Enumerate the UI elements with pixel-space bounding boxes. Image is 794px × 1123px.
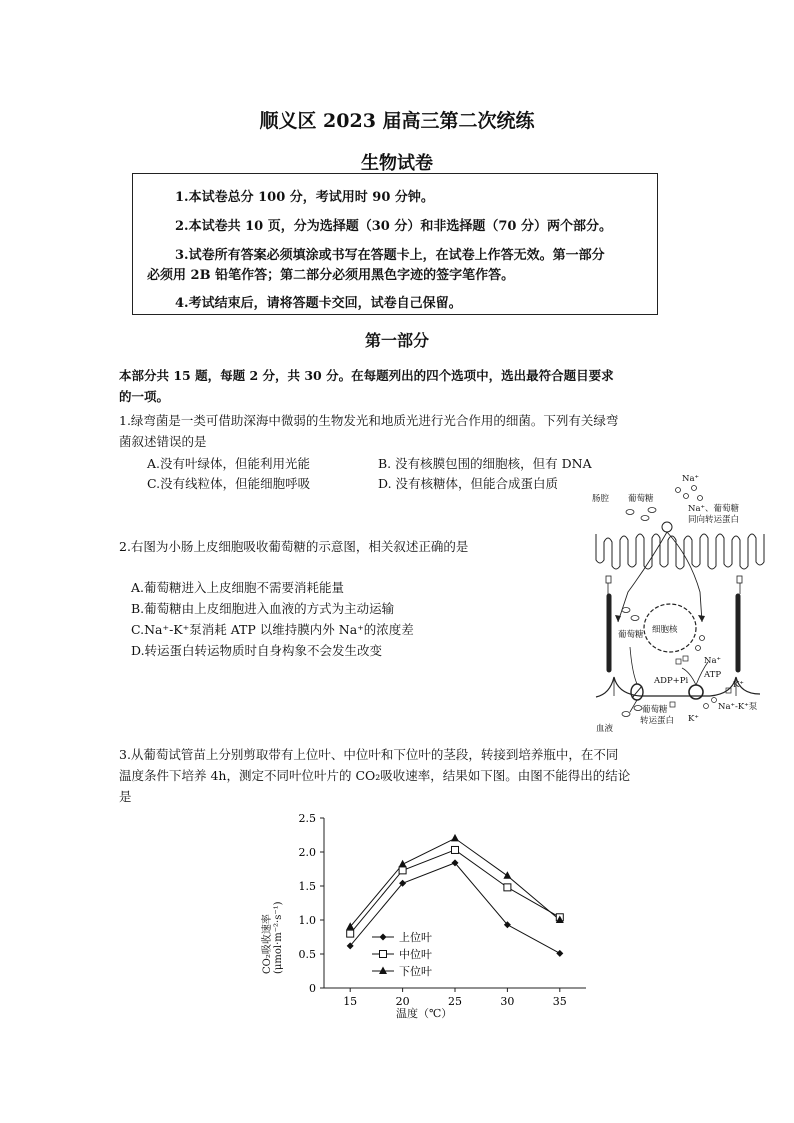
notice-item-3-line2: 必须用 2B 铅笔作答；第二部分必须用黑色字迹的签字笔作答。 [147,268,515,283]
notice-item-2: 2.本试卷共 10 页，分为选择题（30 分）和非选择题（70 分）两个部分。 [175,219,612,234]
q2-option-a: A.葡萄糖进入上皮细胞不需要消耗能量 [131,580,345,595]
q2-stem: 2.右图为小肠上皮细胞吸收葡萄糖的示意图，相关叙述正确的是 [119,539,469,554]
fig-symporter-label-1: Na⁺、葡萄糖 [688,504,739,514]
q2-cell-figure [590,472,772,737]
legend-marker [379,967,387,975]
data-point-series-3 [503,871,511,879]
legend-label: 下位叶 [399,965,432,978]
y-tick-label: 0 [309,982,316,995]
fig-pump-label: Na⁺-K⁺泵 [718,702,758,712]
legend-label: 上位叶 [399,931,432,944]
x-axis-title: 温度（℃） [396,1007,453,1020]
fig-adp-label: ADP+Pi [654,676,689,686]
chart-svg [258,806,598,1028]
x-tick-label: 15 [343,995,358,1008]
fig-transporter-label: 转运蛋白 [640,716,675,726]
y-tick-label: 1.5 [298,880,316,893]
y-axis-label-line1: CO₂吸收速率 [262,914,273,974]
fig-k-label: K⁺ [733,680,744,690]
fig-na-mid-label: Na⁺ [704,656,721,666]
cell-diagram [590,472,772,737]
q1-stem-line1: 1.绿弯菌是一类可借助深海中微弱的生物发光和地质光进行光合作用的细菌。下列有关绿弯 [119,413,619,428]
fig-glucose-top-label: 葡萄糖 [628,494,654,504]
q2-option-c: C.Na⁺-K⁺泵消耗 ATP 以维持膜内外 Na⁺的浓度差 [131,622,414,637]
data-point-series-1 [556,950,563,957]
q3-stem-line1: 3.从葡萄试管苗上分别剪取带有上位叶、中位叶和下位叶的茎段，转接到培养瓶中，在不同 [119,747,619,762]
q3-chart [258,806,598,1028]
notice-box [132,173,658,315]
x-tick-label: 30 [500,995,515,1008]
legend-marker [380,951,387,958]
q3-stem-line3: 是 [119,789,132,804]
q1-option-d: D. 没有核糖体，但能合成蛋白质 [378,476,559,491]
notice-item-3-line1: 3.试卷所有答案必须填涂或书写在答题卡上，在试卷上作答无效。第一部分 [175,248,605,263]
part1-intro-line2: 的一项。 [119,389,170,404]
fig-nucleus-label: 细胞核 [652,625,678,635]
fig-lumen-label: 肠腔 [592,494,610,504]
exam-title: 顺义区 2023 届高三第二次统练 [259,110,535,132]
y-tick-label: 2.0 [298,846,316,859]
data-point-series-2 [399,867,406,874]
fig-symporter-label-2: 同向转运蛋白 [688,515,740,525]
q2-option-d: D.转运蛋白转运物质时自身构象不会发生改变 [131,643,383,658]
fig-k2-label: K⁺ [688,714,699,724]
fig-atp-label: ATP [704,670,722,680]
q1-option-c: C.没有线粒体，但能细胞呼吸 [147,476,311,491]
q1-option-b: B. 没有核膜包围的细胞核，但有 DNA [378,456,592,471]
legend-marker [380,934,387,941]
series-line-1 [350,863,560,953]
q1-stem-line2: 菌叙述错误的是 [119,434,207,449]
data-point-series-2 [504,884,511,891]
data-point-series-2 [452,846,459,853]
x-tick-label: 35 [552,995,567,1008]
data-point-series-3 [399,860,407,868]
exam-subtitle: 生物试卷 [361,153,433,174]
fig-blood-label: 血液 [596,724,614,734]
data-point-series-3 [451,834,459,842]
y-tick-label: 2.5 [298,812,316,825]
y-tick-label: 1.0 [298,914,316,927]
fig-glucose-mid-label: 葡萄糖 [618,630,644,640]
y-axis-label-line2: (μmol·m⁻²·s⁻¹) [273,901,284,974]
legend-label: 中位叶 [399,948,432,961]
notice-item-1: 1.本试卷总分 100 分，考试用时 90 分钟。 [175,190,434,205]
y-tick-label: 0.5 [298,948,316,961]
y-axis-title [256,876,292,976]
fig-na-top-label: Na⁺ [682,474,699,484]
notice-item-4: 4.考试结束后，请将答题卡交回，试卷自己保留。 [175,296,462,311]
q2-option-b: B.葡萄糖由上皮细胞进入血液的方式为主动运输 [131,601,395,616]
part1-heading: 第一部分 [364,331,429,350]
q1-option-a: A.没有叶绿体，但能利用光能 [147,456,311,471]
x-tick-label: 25 [448,995,462,1008]
data-point-series-2 [347,930,354,937]
q3-stem-line2: 温度条件下培养 4h，测定不同叶位叶片的 CO₂吸收速率，结果如下图。由图不能得出的结论 [119,768,631,783]
fig-glucose-bottom-label: 葡萄糖 [642,705,668,715]
part1-intro-line1: 本部分共 15 题，每题 2 分，共 30 分。在每题列出的四个选项中，选出最符合题目要求 [119,368,614,383]
x-tick-label: 20 [395,995,410,1008]
